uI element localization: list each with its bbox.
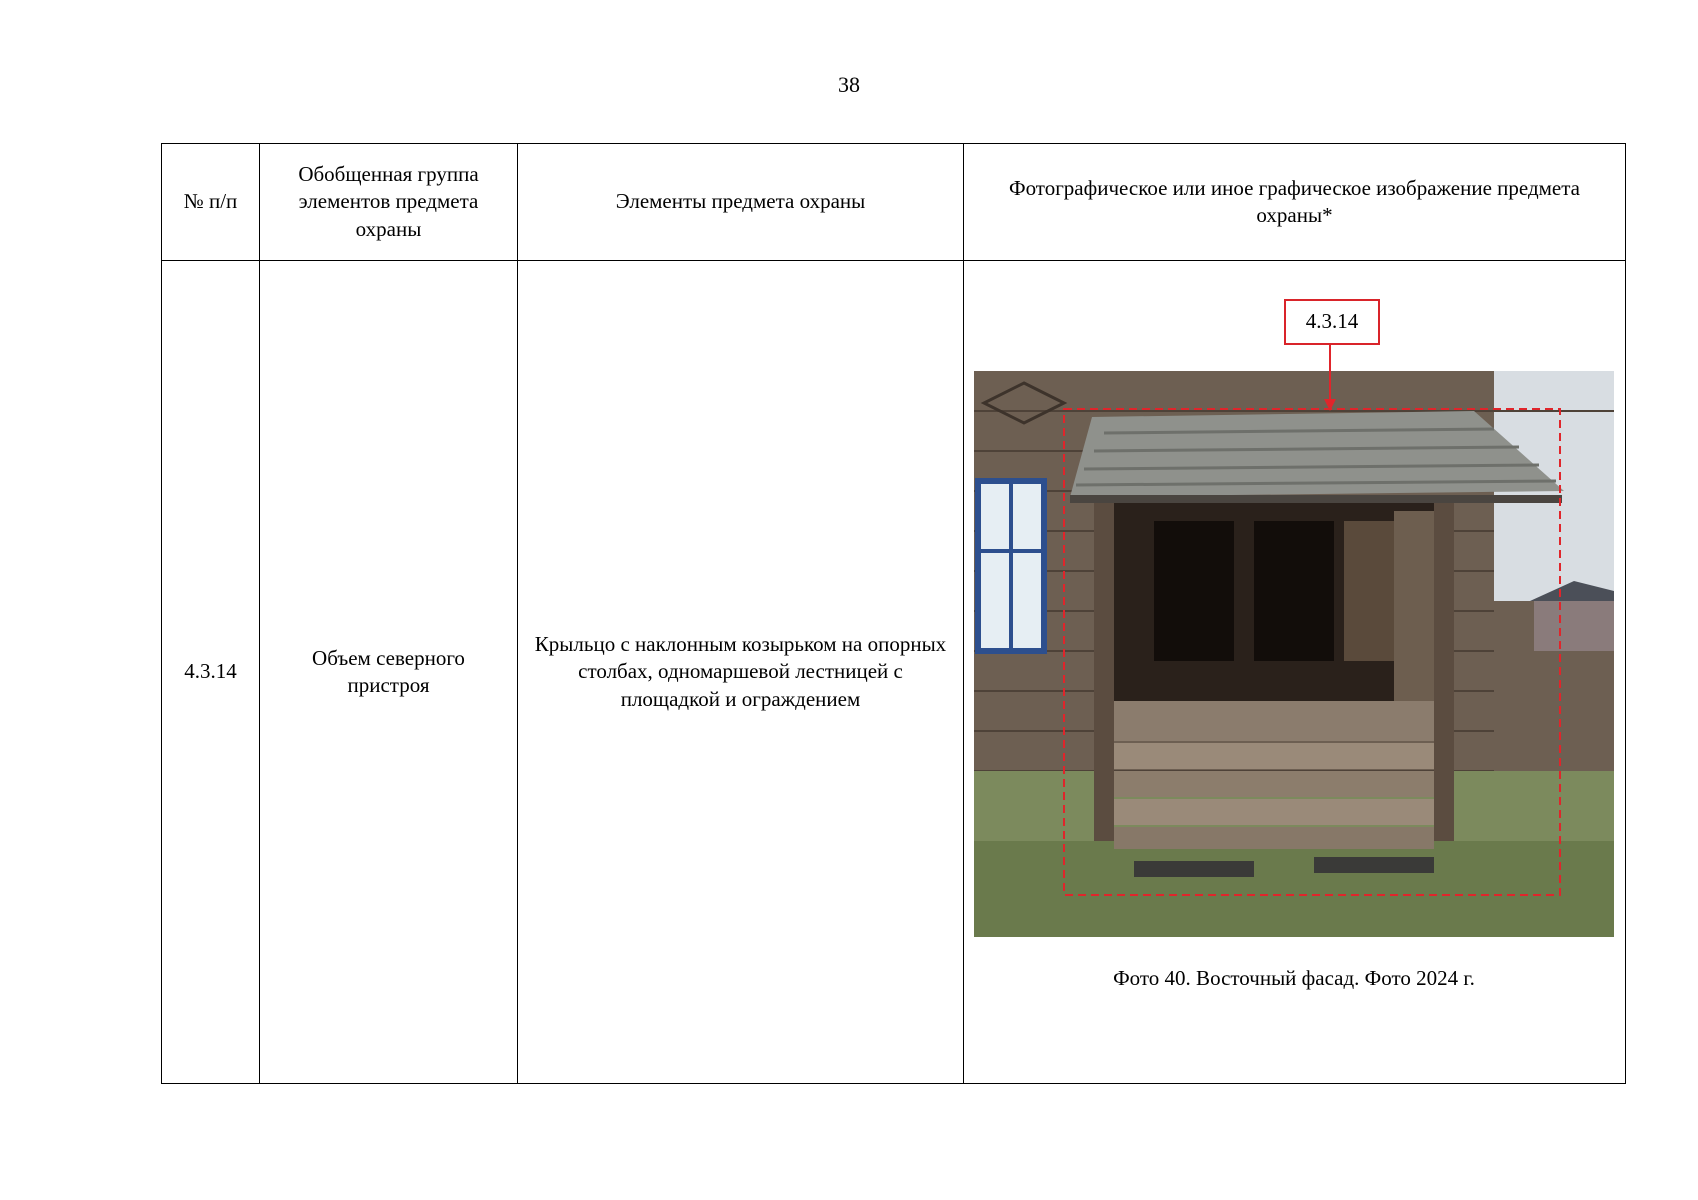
row-num: 4.3.14 (162, 261, 260, 1084)
header-image: Фотографическое или иное графическое изображение предмета охраны* (964, 144, 1626, 261)
header-elements: Элементы предмета охраны (518, 144, 964, 261)
photo-porch-icon (974, 261, 1614, 1084)
header-group: Обобщенная группа элементов предмета охраны (260, 144, 518, 261)
row-image-cell (964, 261, 1626, 1084)
page-number: 38 (838, 72, 860, 97)
photo-figure (974, 261, 1614, 1084)
header-num: № п/п (162, 144, 260, 261)
row-elements: Крыльцо с наклонным козырьком на опорных столбах, одномаршевой лестницей с площадкой и ограждением (518, 261, 964, 1084)
photo-caption: Фото 40. Восточный фасад. Фото 2024 г. (1113, 966, 1475, 990)
callout-label: 4.3.14 (1284, 299, 1380, 345)
table-row (162, 261, 1626, 1084)
protection-table (161, 143, 1626, 1084)
table-header-row (162, 144, 1626, 261)
row-group: Объем северного пристроя (260, 261, 518, 1084)
